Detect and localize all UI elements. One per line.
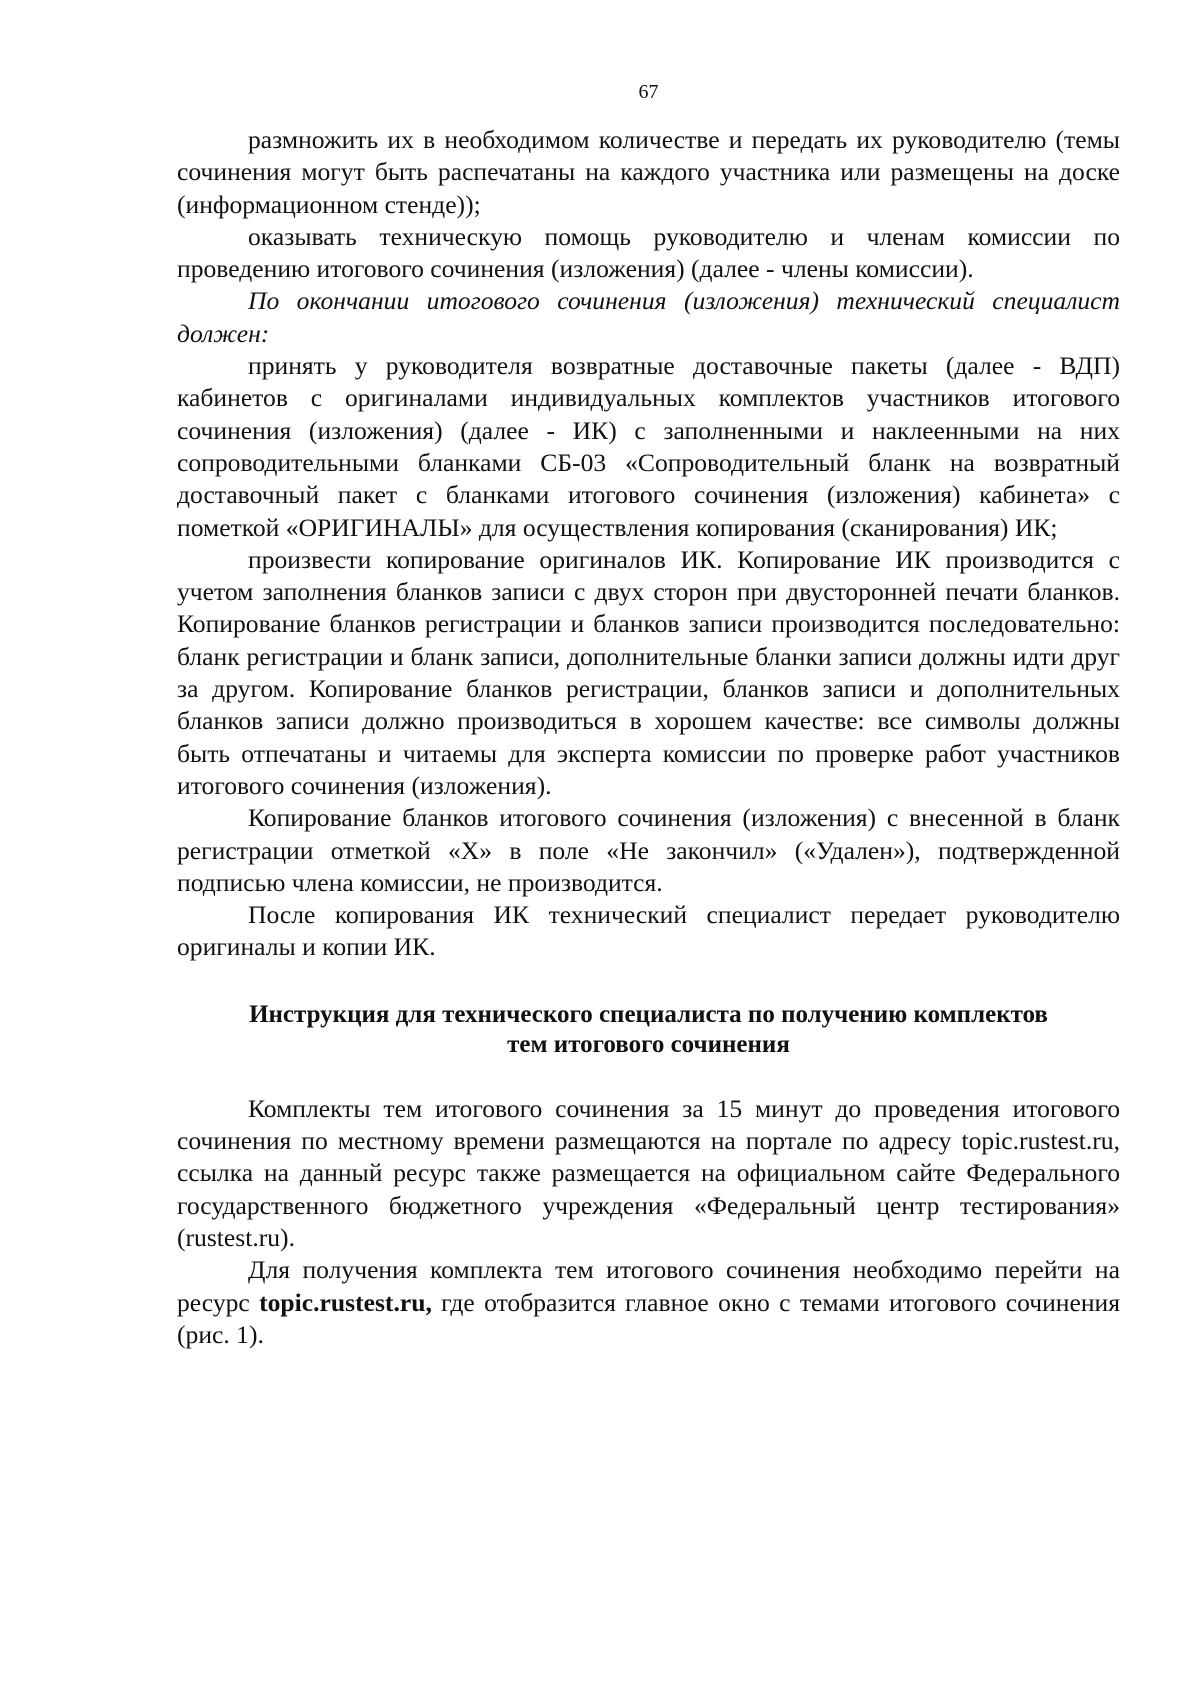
- section-heading-line-1: Инструкция для технического специалиста по получению комплектов: [249, 1000, 1048, 1028]
- paragraph-get-topic-set-after: где отобразится главное окно с темами итогового сочинения (рис. 1).: [177, 1287, 1120, 1349]
- paragraph-get-topic-set: [177, 1254, 1120, 1351]
- page-number: 67: [638, 81, 659, 103]
- paragraph-technical-help: оказывать техническую помощь руководителю и членам комиссии по проведению итогового сочинения (изложения) (далее - члены комиссии).: [177, 221, 1120, 284]
- section-heading: [177, 1000, 1120, 1061]
- paragraph-reproduce-topics: размножить их в необходимом количестве и передать их руководителю (темы сочинения могут быть распечатаны на каждого участника или размещены на доске (информационном стенде));: [177, 125, 1120, 219]
- paragraph-topic-sets-portal: Комплекты тем итогового сочинения за 15 минут до проведения итогового сочинения по местному времени размещаются на портале по адресу topic.rustest.ru, ссылка на данный ресурс также размещается на официальном сайте Федерального государственного бюджетного учреждения «Федеральный центр тестирования» (rustest.ru).: [177, 1093, 1120, 1252]
- paragraph-no-copy-removed: Копирование бланков итогового сочинения (изложения) с внесенной в бланк регистрации отметкой «Х» в поле «Не закончил» («Удален»), подтвержденной подписью члена комиссии, не производится.: [177, 803, 1120, 897]
- paragraph-hand-over-copies: После копирования ИК технический специалист передает руководителю оригиналы и копии ИК.: [177, 900, 1120, 962]
- topic-rustest-link: topic.rustest.ru,: [259, 1287, 432, 1317]
- paragraph-accept-packages: принять у руководителя возвратные доставочные пакеты (далее - ВДП) кабинетов с оригиналами индивидуальных комплектов участников итогового сочинения (изложения) (далее - ИК) с заполненными и наклеенными на них сопроводительными бланками СБ-03 «Сопроводительный бланк на возвратный доставочный пакет с бланками итогового сочинения (изложения) кабинета» с пометкой «ОРИГИНАЛЫ» для осуществления копирования (сканирования) ИК;: [177, 351, 1120, 542]
- paragraph-after-essay-intro: По окончании итогового сочинения (изложения) технический специалист должен:: [177, 286, 1120, 348]
- paragraph-get-topic-set-before: Для получения комплекта тем итогового сочинения необходимо перейти на ресурс: [177, 1255, 1120, 1317]
- section-heading-line-2: тем итогового сочинения: [507, 1031, 790, 1059]
- paragraph-copying-originals: произвести копирование оригиналов ИК. Копирование ИК производится с учетом заполнения бланков записи с двух сторон при двусторонней печати бланков. Копирование бланков регистрации и бланков записи производится последовательно: бланк регистрации и бланк записи, дополнительные бланки записи должны идти друг за другом. Копирование бланков регистрации, бланков записи и дополнительных бланков записи должно производиться в хорошем качестве: все символы должны быть отпечатаны и читаемы для эксперта комиссии по проверке работ участников итогового сочинения (изложения).: [177, 544, 1120, 800]
